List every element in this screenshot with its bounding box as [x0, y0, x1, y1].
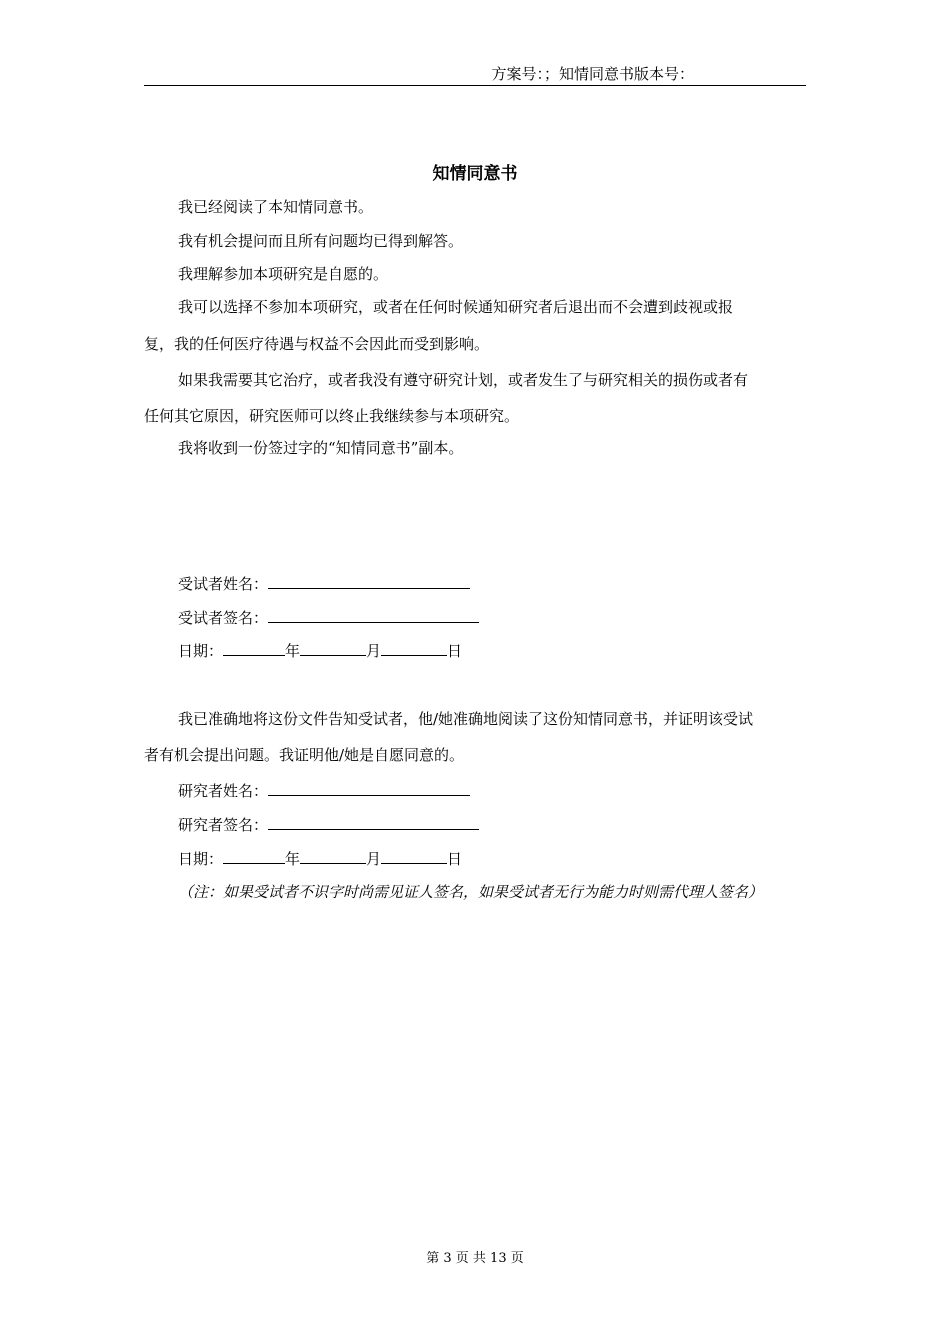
subject-sign-row [178, 607, 479, 628]
page-header [144, 62, 806, 86]
researcher-sign-label: 研究者签名： [178, 816, 269, 834]
document-title: 知情同意书 [432, 164, 518, 184]
statement-line: 如果我需要其它治疗，或者我没有遵守研究计划，或者发生了与研究相关的损伤或者有 [178, 371, 749, 389]
subject-sign-label: 受试者签名： [178, 609, 269, 627]
subject-name-field[interactable] [268, 573, 470, 589]
researcher-name-field[interactable] [268, 780, 470, 796]
statement-line: 复，我的任何医疗待遇与权益不会因此而受到影响。 [144, 335, 490, 353]
researcher-sign-field[interactable] [268, 814, 479, 830]
subject-day-field[interactable] [381, 640, 447, 656]
researcher-name-row [178, 780, 470, 801]
researcher-date-label: 日期： [178, 850, 224, 868]
subject-date-label: 日期： [178, 642, 224, 660]
statement-line: 我将收到一份签过字的“知情同意书”副本。 [178, 439, 464, 457]
subject-month-field[interactable] [300, 640, 366, 656]
year-label: 年 [285, 850, 301, 868]
month-label: 月 [366, 642, 382, 660]
statement-line: 我已经阅读了本知情同意书。 [178, 198, 374, 216]
statement-line: 我可以选择不参加本项研究，或者在任何时候通知研究者后退出而不会遭到歧视或报 [178, 298, 734, 316]
statement-line: 我理解参加本项研究是自愿的。 [178, 265, 389, 283]
signature-note: （注：如果受试者不识字时尚需见证人签名，如果受试者无行为能力时则需代理人签名） [178, 883, 764, 901]
statement-line: 我有机会提问而且所有问题均已得到解答。 [178, 232, 464, 250]
day-label: 日 [447, 850, 463, 868]
researcher-name-label: 研究者姓名： [178, 782, 269, 800]
statement-line: 任何其它原因，研究医师可以终止我继续参与本项研究。 [144, 407, 520, 425]
page-number: 第 3 页 共 13 页 [426, 1251, 524, 1266]
subject-name-label: 受试者姓名： [178, 575, 269, 593]
subject-year-field[interactable] [223, 640, 285, 656]
month-label: 月 [366, 850, 382, 868]
researcher-statement-line: 者有机会提出问题。我证明他/她是自愿同意的。 [144, 746, 465, 764]
researcher-year-field[interactable] [223, 848, 285, 864]
day-label: 日 [447, 642, 463, 660]
researcher-day-field[interactable] [381, 848, 447, 864]
subject-date-row [178, 640, 462, 661]
researcher-sign-row [178, 814, 479, 835]
header-text: 方案号：；知情同意书版本号： [491, 65, 694, 83]
researcher-date-row [178, 848, 462, 869]
researcher-statement-line: 我已准确地将这份文件告知受试者，他/她准确地阅读了这份知情同意书，并证明该受试 [178, 710, 754, 728]
subject-name-row [178, 573, 470, 594]
researcher-month-field[interactable] [300, 848, 366, 864]
year-label: 年 [285, 642, 301, 660]
subject-sign-field[interactable] [268, 607, 479, 623]
